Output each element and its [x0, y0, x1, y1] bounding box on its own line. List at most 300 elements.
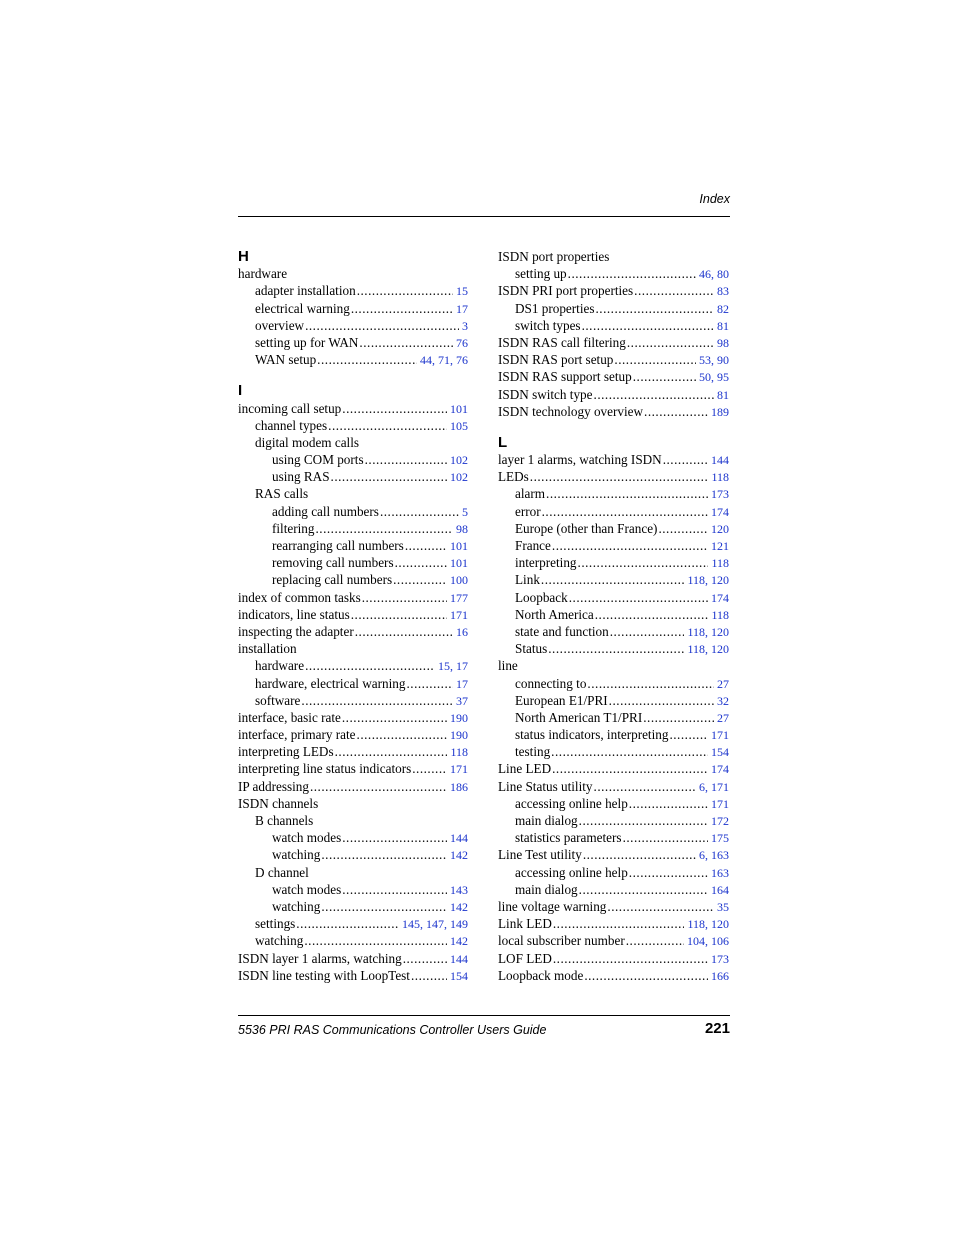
page-reference-link[interactable]: 172	[711, 814, 729, 828]
index-term: channel types	[255, 417, 328, 433]
index-term: watch modes	[272, 830, 342, 846]
index-entry	[238, 334, 468, 351]
dot-leader	[595, 300, 714, 317]
dot-leader	[569, 589, 708, 606]
index-term: error	[515, 503, 541, 519]
index-term: main dialog	[515, 813, 578, 828]
page-reference-link[interactable]: 142	[450, 899, 468, 914]
index-entry	[238, 434, 468, 451]
index-term: software	[255, 692, 301, 708]
page-reference-link[interactable]: 154	[711, 745, 729, 760]
index-entry	[498, 915, 729, 932]
dot-leader	[301, 692, 453, 709]
section-letter: H	[238, 248, 249, 265]
page-reference-link[interactable]: 15	[456, 284, 468, 299]
dot-leader	[595, 606, 709, 623]
dot-leader	[623, 829, 708, 846]
index-term: watch modes	[272, 881, 342, 897]
page-reference-link[interactable]: 5	[462, 504, 468, 519]
page-reference-link[interactable]: 154	[450, 968, 468, 983]
page-reference-link[interactable]: 35	[717, 899, 729, 914]
page-reference-link[interactable]: 142	[450, 848, 468, 863]
dot-leader	[411, 967, 447, 984]
index-entry	[498, 881, 729, 898]
dot-leader	[594, 778, 696, 795]
dot-leader	[551, 743, 708, 760]
dot-leader	[584, 967, 708, 984]
index-entry	[498, 503, 729, 520]
index-term: incoming call setup	[238, 400, 342, 416]
index-entry	[238, 485, 468, 502]
index-entry	[498, 485, 729, 502]
page-reference-link[interactable]: 145, 147, 149	[402, 917, 468, 932]
index-term: alarm	[515, 486, 546, 502]
index-term: using RAS	[272, 469, 330, 485]
page-reference-link[interactable]: 83	[717, 284, 729, 299]
dot-leader	[629, 864, 708, 881]
dot-leader	[380, 503, 459, 520]
dot-leader	[627, 334, 714, 351]
dot-leader	[406, 675, 453, 692]
dot-leader	[315, 520, 453, 537]
page-reference-link[interactable]: 17	[456, 301, 468, 316]
dot-leader	[365, 451, 447, 468]
page-reference-link[interactable]: 186	[450, 779, 468, 794]
index-term: B channels	[255, 813, 314, 828]
page-reference-link[interactable]: 173	[711, 951, 729, 966]
dot-leader	[342, 400, 447, 417]
page-reference-link[interactable]: 143	[450, 882, 468, 897]
index-term: line	[498, 658, 518, 674]
dot-leader	[310, 778, 447, 795]
dot-leader	[305, 657, 435, 674]
index-term: installation	[238, 641, 297, 657]
index-entry	[498, 265, 729, 282]
header-rule	[238, 216, 730, 217]
index-entry	[238, 400, 468, 417]
dot-leader	[357, 282, 453, 299]
index-entry	[498, 812, 729, 829]
page-reference-link[interactable]: 118	[711, 556, 729, 571]
index-entry	[498, 451, 729, 468]
index-entry	[498, 248, 729, 265]
dot-leader	[321, 898, 447, 915]
dot-leader	[317, 351, 417, 368]
page-reference-link[interactable]: 164	[711, 882, 729, 897]
index-term: IP addressing	[238, 778, 309, 794]
index-entry	[498, 967, 729, 984]
dot-leader	[530, 468, 709, 485]
index-term: main dialog	[515, 881, 578, 897]
page-reference-link[interactable]: 27	[717, 710, 729, 725]
index-term: testing	[515, 744, 551, 760]
page-reference-link[interactable]: 190	[450, 710, 468, 725]
index-term: watching	[255, 933, 304, 949]
page-reference-link[interactable]: 166	[711, 968, 729, 983]
page-number: 221	[704, 1020, 730, 1037]
index-entry	[498, 829, 729, 846]
index-entry	[238, 795, 468, 812]
page-reference-link[interactable]: 16	[456, 624, 468, 639]
dot-leader	[626, 932, 684, 949]
index-entry	[238, 571, 468, 588]
index-section	[238, 248, 468, 368]
dot-leader	[594, 386, 714, 403]
dot-leader	[578, 554, 709, 571]
page-reference-link[interactable]: 100	[450, 573, 468, 588]
index-entry	[238, 864, 468, 881]
dot-leader	[552, 537, 708, 554]
index-term: ISDN channels	[238, 795, 319, 811]
index-term: WAN setup	[255, 352, 317, 368]
page-reference-link[interactable]: 174	[711, 504, 729, 519]
page-reference-link[interactable]: 118, 120	[687, 917, 729, 932]
section-letter: L	[498, 433, 508, 451]
index-entry	[498, 300, 729, 317]
index-term: European E1/PRI	[515, 692, 608, 708]
dot-leader	[579, 812, 708, 829]
dot-leader	[579, 881, 708, 898]
index-term: France	[515, 538, 551, 553]
index-term: replacing call numbers	[272, 572, 393, 588]
dot-leader	[305, 317, 459, 334]
index-term: ISDN technology overview	[498, 403, 644, 419]
dot-leader	[342, 881, 447, 898]
page-reference-link[interactable]: 118	[711, 470, 729, 485]
dot-leader	[304, 932, 447, 949]
index-entry	[238, 503, 468, 520]
index-term: ISDN switch type	[498, 386, 593, 402]
index-entry	[238, 898, 468, 915]
dot-leader	[357, 726, 447, 743]
page-reference-link[interactable]: 189	[711, 404, 729, 419]
index-entry	[238, 589, 468, 606]
index-term: ISDN layer 1 alarms, watching	[238, 950, 402, 966]
dot-leader	[553, 950, 708, 967]
index-term: statistics parameters	[515, 830, 622, 846]
index-term: LEDs	[498, 469, 529, 485]
footer-rule	[238, 1015, 730, 1016]
index-entry	[238, 606, 468, 623]
index-entry	[498, 898, 729, 915]
index-entry	[498, 571, 729, 588]
index-entry	[498, 675, 729, 692]
page-reference-link[interactable]: 118, 120	[687, 624, 729, 639]
page-reference-link[interactable]: 144	[711, 453, 729, 468]
index-entry	[238, 451, 468, 468]
index-entry	[238, 812, 468, 829]
index-entry	[238, 520, 468, 537]
index-section	[498, 248, 729, 420]
page-reference-link[interactable]: 27	[717, 676, 729, 691]
section-letter: I	[238, 382, 243, 400]
index-entry	[238, 743, 468, 760]
index-term: Europe (other than France)	[515, 520, 658, 536]
page-reference-link[interactable]: 171	[711, 796, 729, 811]
dot-leader	[607, 898, 714, 915]
index-entry	[238, 282, 468, 299]
page-reference-link[interactable]: 171	[450, 607, 468, 622]
index-term: ISDN port properties	[498, 249, 610, 264]
dot-leader	[633, 368, 696, 385]
page-reference-link[interactable]: 81	[717, 387, 729, 402]
index-term: indicators, line status	[238, 606, 350, 622]
index-term: interpreting line status indicators	[238, 761, 412, 777]
page-reference-link[interactable]: 101	[450, 539, 468, 553]
index-entry	[498, 520, 729, 537]
page-reference-link[interactable]: 174	[711, 762, 729, 777]
index-term: local subscriber number	[498, 933, 625, 949]
index-term: overview	[255, 317, 305, 333]
index-entry	[498, 351, 729, 368]
index-entry	[498, 864, 729, 881]
dot-leader	[609, 692, 714, 709]
page-reference-link[interactable]: 171	[711, 728, 729, 743]
dot-leader	[321, 846, 447, 863]
page-reference-link[interactable]: 105	[450, 418, 468, 433]
dot-leader	[331, 468, 447, 485]
index-entry	[498, 606, 729, 623]
page-reference-link[interactable]: 144	[450, 831, 468, 846]
index-entry	[238, 760, 468, 777]
dot-leader	[583, 846, 696, 863]
index-term: ISDN RAS port setup	[498, 352, 614, 368]
index-term: state and function	[515, 623, 609, 639]
dot-leader	[553, 915, 685, 932]
page-reference-link[interactable]: 81	[717, 318, 729, 333]
index-entry	[498, 282, 729, 299]
dot-leader	[359, 334, 453, 351]
page-reference-link[interactable]: 44, 71, 76	[420, 353, 468, 368]
dot-leader	[542, 503, 708, 520]
index-entry	[498, 778, 729, 795]
index-entry	[498, 554, 729, 571]
index-term: ISDN RAS call filtering	[498, 334, 626, 350]
page-reference-link[interactable]: 37	[456, 693, 468, 708]
index-term: ISDN RAS support setup	[498, 369, 632, 385]
index-entry	[238, 640, 468, 657]
index-term: interpreting LEDs	[238, 744, 334, 760]
page-reference-link[interactable]: 142	[450, 934, 468, 949]
index-entry	[238, 623, 468, 640]
index-term: connecting to	[515, 675, 587, 691]
page-reference-link[interactable]: 163	[711, 865, 729, 880]
index-term: digital modem calls	[255, 434, 360, 450]
index-term: hardware	[238, 266, 288, 282]
index-entry	[238, 950, 468, 967]
dot-leader	[355, 623, 453, 640]
index-entry	[238, 967, 468, 984]
index-term: accessing online help	[515, 864, 628, 880]
index-term: interpreting	[515, 555, 577, 571]
page-reference-link[interactable]: 190	[450, 728, 468, 743]
dot-leader	[582, 317, 714, 334]
index-entry	[498, 795, 729, 812]
dot-leader	[669, 726, 708, 743]
index-entry	[238, 932, 468, 949]
page-reference-link[interactable]: 121	[711, 539, 729, 553]
dot-leader	[629, 795, 708, 812]
index-entry	[498, 950, 729, 967]
index-term: ISDN PRI port properties	[498, 283, 634, 299]
dot-leader	[351, 300, 453, 317]
dot-leader	[552, 760, 708, 777]
index-entry	[238, 265, 468, 282]
index-entry	[238, 881, 468, 898]
page-reference-link[interactable]: 6, 163	[699, 848, 729, 863]
page-reference-link[interactable]: 98	[456, 521, 468, 536]
dot-leader	[658, 520, 708, 537]
index-entry	[238, 692, 468, 709]
index-term: switch types	[515, 317, 581, 333]
page-reference-link[interactable]: 76	[456, 335, 468, 350]
dot-leader	[342, 829, 447, 846]
index-term: D channel	[255, 864, 309, 880]
dot-leader	[403, 950, 447, 967]
index-term: settings	[255, 916, 296, 932]
index-term: accessing online help	[515, 795, 628, 811]
index-term: removing call numbers	[272, 555, 394, 571]
document-title: 5536 PRI RAS Communications Controller Users Guide	[238, 1023, 547, 1037]
page-reference-link[interactable]: 102	[450, 453, 468, 468]
index-entry	[498, 403, 729, 420]
dot-leader	[412, 760, 447, 777]
page-reference-link[interactable]: 53, 90	[699, 353, 729, 368]
dot-leader	[634, 282, 714, 299]
page-reference-link[interactable]: 101	[450, 401, 468, 416]
dot-leader	[644, 403, 708, 420]
index-entry	[498, 623, 729, 640]
index-term: adding call numbers	[272, 503, 379, 519]
index-entry	[238, 915, 468, 932]
index-entry	[498, 692, 729, 709]
index-entry	[238, 300, 468, 317]
page-reference-link[interactable]: 173	[711, 487, 729, 502]
page-reference-link[interactable]: 120	[711, 521, 729, 536]
index-term: Link	[515, 572, 540, 588]
dot-leader	[587, 675, 714, 692]
index-entry	[498, 589, 729, 606]
index-entry	[238, 778, 468, 795]
index-term: setting up for WAN	[255, 334, 359, 350]
index-term: watching	[272, 847, 321, 863]
page-reference-link[interactable]: 32	[717, 693, 729, 708]
index-entry	[238, 417, 468, 434]
index-section	[498, 434, 729, 984]
index-entry	[238, 829, 468, 846]
index-entry	[238, 675, 468, 692]
dot-leader	[405, 537, 447, 554]
dot-leader	[663, 451, 708, 468]
index-term: index of common tasks	[238, 589, 361, 605]
index-term: Line LED	[498, 761, 552, 777]
page-reference-link[interactable]: 171	[450, 762, 468, 777]
index-term: inspecting the adapter	[238, 623, 354, 639]
index-entry	[498, 334, 729, 351]
dot-leader	[546, 485, 708, 502]
index-entry	[238, 351, 468, 368]
index-entry	[238, 468, 468, 485]
index-entry	[498, 640, 729, 657]
dot-leader	[328, 417, 447, 434]
index-term: RAS calls	[255, 486, 309, 502]
index-entry	[498, 760, 729, 777]
index-entry	[498, 726, 729, 743]
index-entry	[238, 317, 468, 334]
index-term: Loopback	[515, 589, 568, 605]
page-reference-link[interactable]: 46, 80	[699, 267, 729, 282]
page-reference-link[interactable]: 101	[450, 556, 468, 571]
page-reference-link[interactable]: 177	[450, 590, 468, 605]
index-entry	[238, 726, 468, 743]
index-term: hardware, electrical warning	[255, 675, 406, 691]
index-term: setting up	[515, 266, 567, 282]
dot-leader	[568, 265, 696, 282]
page-reference-link[interactable]: 17	[456, 676, 468, 691]
index-term: line voltage warning	[498, 898, 607, 914]
index-term: Line Test utility	[498, 847, 582, 863]
page-reference-link[interactable]: 174	[711, 590, 729, 605]
index-term: interface, primary rate	[238, 727, 356, 743]
page-reference-link[interactable]: 82	[717, 301, 729, 316]
page-reference-link[interactable]: 50, 95	[699, 370, 729, 385]
index-term: watching	[272, 898, 321, 914]
page-reference-link[interactable]: 144	[450, 951, 468, 966]
index-entry	[498, 468, 729, 485]
page-reference-link[interactable]: 118	[711, 607, 729, 622]
page-reference-link[interactable]: 6, 171	[699, 779, 729, 794]
page-reference-link[interactable]: 98	[717, 335, 729, 350]
index-entry	[498, 317, 729, 334]
index-entry	[238, 554, 468, 571]
index-entry	[498, 846, 729, 863]
index-term: Loopback mode	[498, 967, 584, 983]
index-term: ISDN line testing with LoopTest	[238, 967, 410, 983]
index-entry	[238, 657, 468, 674]
index-entry	[498, 386, 729, 403]
index-entry	[238, 537, 468, 554]
index-entry	[238, 846, 468, 863]
index-section	[238, 382, 468, 984]
page-reference-link[interactable]: 118, 120	[687, 642, 729, 657]
dot-leader	[541, 571, 685, 588]
page-reference-link[interactable]: 118, 120	[687, 573, 729, 588]
dot-leader	[643, 709, 714, 726]
index-entry	[498, 537, 729, 554]
page-reference-link[interactable]: 102	[450, 470, 468, 485]
page-reference-link[interactable]: 3	[462, 318, 468, 333]
page-reference-link[interactable]: 104, 106	[687, 934, 729, 949]
index-term: Status	[515, 641, 548, 657]
index-term: Link LED	[498, 916, 552, 932]
index-term: interface, basic rate	[238, 709, 341, 725]
index-term: layer 1 alarms, watching ISDN	[498, 452, 662, 468]
page-reference-link[interactable]: 15, 17	[438, 659, 468, 674]
dot-leader	[296, 915, 399, 932]
index-term: DS1 properties	[515, 300, 595, 316]
dot-leader	[342, 709, 447, 726]
index-column-left	[238, 248, 468, 984]
index-entry	[498, 657, 729, 674]
page-reference-link[interactable]: 118	[450, 745, 468, 760]
index-term: electrical warning	[255, 300, 350, 316]
index-term: LOF LED	[498, 950, 552, 966]
dot-leader	[548, 640, 684, 657]
index-term: filtering	[272, 520, 315, 536]
index-term: North America	[515, 606, 594, 622]
index-term: status indicators, interpreting	[515, 727, 669, 743]
page-reference-link[interactable]: 175	[711, 831, 729, 846]
